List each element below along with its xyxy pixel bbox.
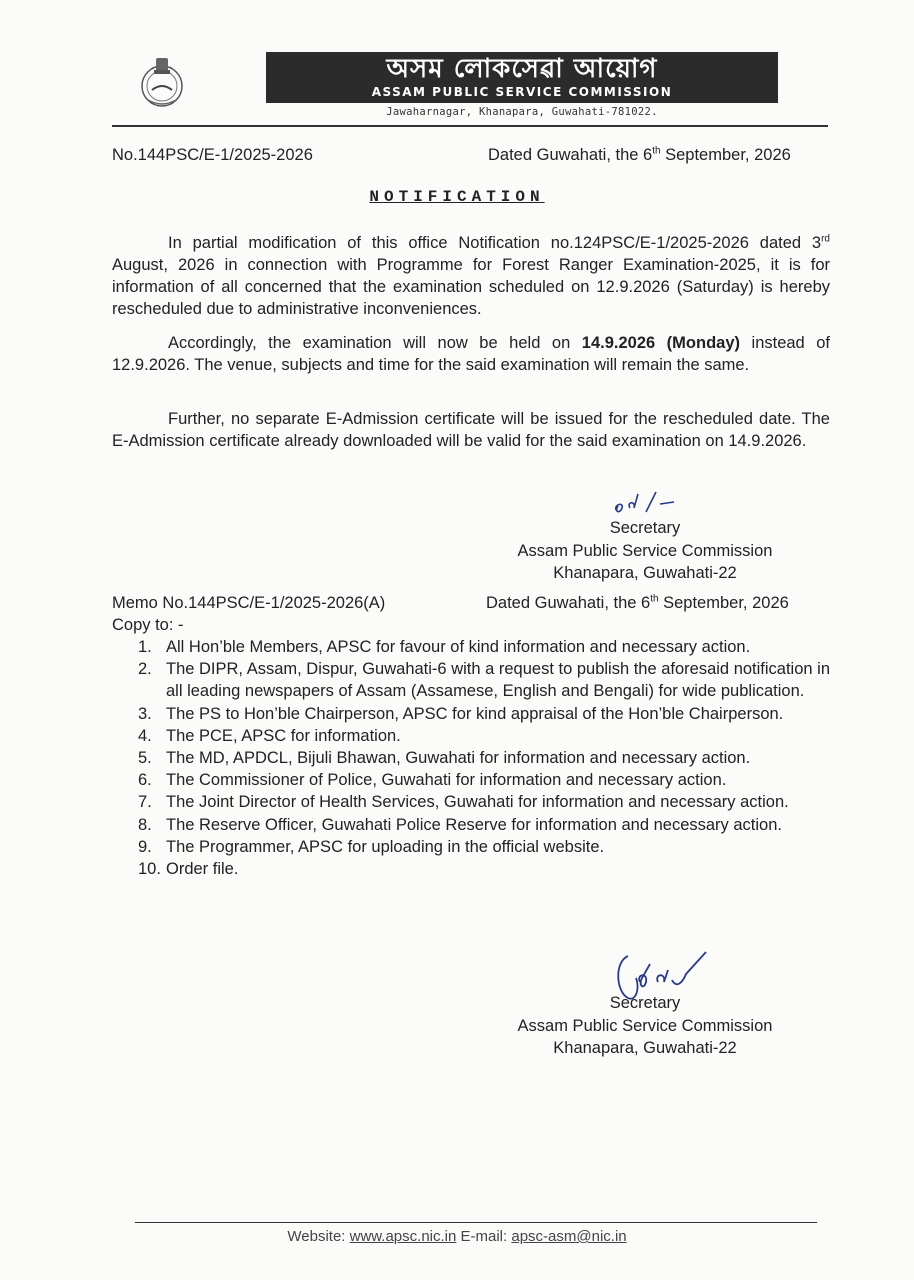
website-link[interactable]: www.apsc.nic.in	[349, 1228, 457, 1245]
copy-to-label: Copy to: -	[112, 616, 184, 634]
commission-address: Jawaharnagar, Khanapara, Guwahati-781022.	[386, 106, 658, 118]
list-item: 4. The PCE, APSC for information.	[138, 726, 401, 745]
list-item: 6. The Commissioner of Police, Guwahati for information and necessary action.	[138, 771, 727, 790]
list-item: 9. The Programmer, APSC for uploading in the official website.	[138, 837, 605, 856]
header-divider	[112, 125, 828, 127]
list-item: 10. Order file.	[138, 860, 239, 879]
organization-name: Assam Public Service Commission	[517, 541, 773, 560]
commission-name-english: ASSAM PUBLIC SERVICE COMMISSION	[371, 85, 673, 99]
reference-number: No.144PSC/E-1/2025-2026	[112, 146, 313, 164]
paragraph-2: Accordingly, the examination will now be held on 14.9.2026 (Monday) instead of 12.9.2026. The venue, subjects and time for the said examination will remain the same.	[112, 334, 831, 374]
email-link[interactable]: apsc-asm@nic.in	[511, 1228, 627, 1245]
signature-block-2	[480, 992, 810, 1060]
list-item: 1. All Hon’ble Members, APSC for favour of kind information and necessary action.	[138, 638, 751, 656]
memo-number: Memo No.144PSC/E-1/2025-2026(A)	[112, 594, 386, 612]
footer-contact: Website: www.apsc.nic.in E-mail: apsc-asm@nic.in	[287, 1228, 627, 1245]
notification-heading: NOTIFICATION	[369, 188, 545, 206]
list-item: 8. The Reserve Officer, Guwahati Police Reserve for information and necessary action.	[138, 815, 782, 834]
organization-place: Khanapara, Guwahati-22	[553, 564, 737, 582]
organization-name: Assam Public Service Commission	[517, 1016, 773, 1035]
secretary-designation: Secretary	[609, 519, 681, 537]
organization-place: Khanapara, Guwahati-22	[553, 1039, 737, 1057]
list-item: 2. The DIPR, Assam, Dispur, Guwahati-6 with a request to publish the aforesaid notification in all leading newspapers of Assam (Assamese, English and Bengali) for wide publication.	[138, 660, 831, 701]
signature-block-1	[480, 517, 810, 585]
sd-handwritten-mark	[612, 488, 682, 518]
reference-date: Dated Guwahati, the 6th September, 2026	[488, 145, 791, 164]
list-item: 7. The Joint Director of Health Services, Guwahati for information and necessary action.	[138, 793, 789, 812]
copy-list	[112, 636, 830, 880]
state-emblem-icon	[132, 52, 192, 108]
memo-date: Dated Guwahati, the 6th September, 2026	[486, 593, 789, 612]
paragraph-1: In partial modification of this office Notification no.124PSC/E-1/2025-2026 dated 3rd August, 2026 in connection with Programme for Forest Ranger Examination-2025, it is for information of all concerned that the examination scheduled on 12.9.2026 (Saturday) is hereby rescheduled due to administrative inconveniences.	[112, 233, 830, 318]
commission-title-banner	[266, 52, 778, 103]
footer-divider	[135, 1222, 817, 1223]
commission-name-native: অসম লোকসেৱা আয়োগ	[386, 54, 658, 84]
list-item: 3. The PS to Hon’ble Chairperson, APSC for kind appraisal of the Hon’ble Chairperson.	[138, 704, 784, 723]
secretary-designation: Secretary	[609, 994, 681, 1012]
paragraph-3: Further, no separate E-Admission certificate will be issued for the rescheduled date. The E-Admission certificate already downloaded will be valid for the said examination on 14.9.2026.	[112, 410, 830, 450]
list-item: 5. The MD, APDCL, Bijuli Bhawan, Guwahati for information and necessary action.	[138, 749, 751, 768]
